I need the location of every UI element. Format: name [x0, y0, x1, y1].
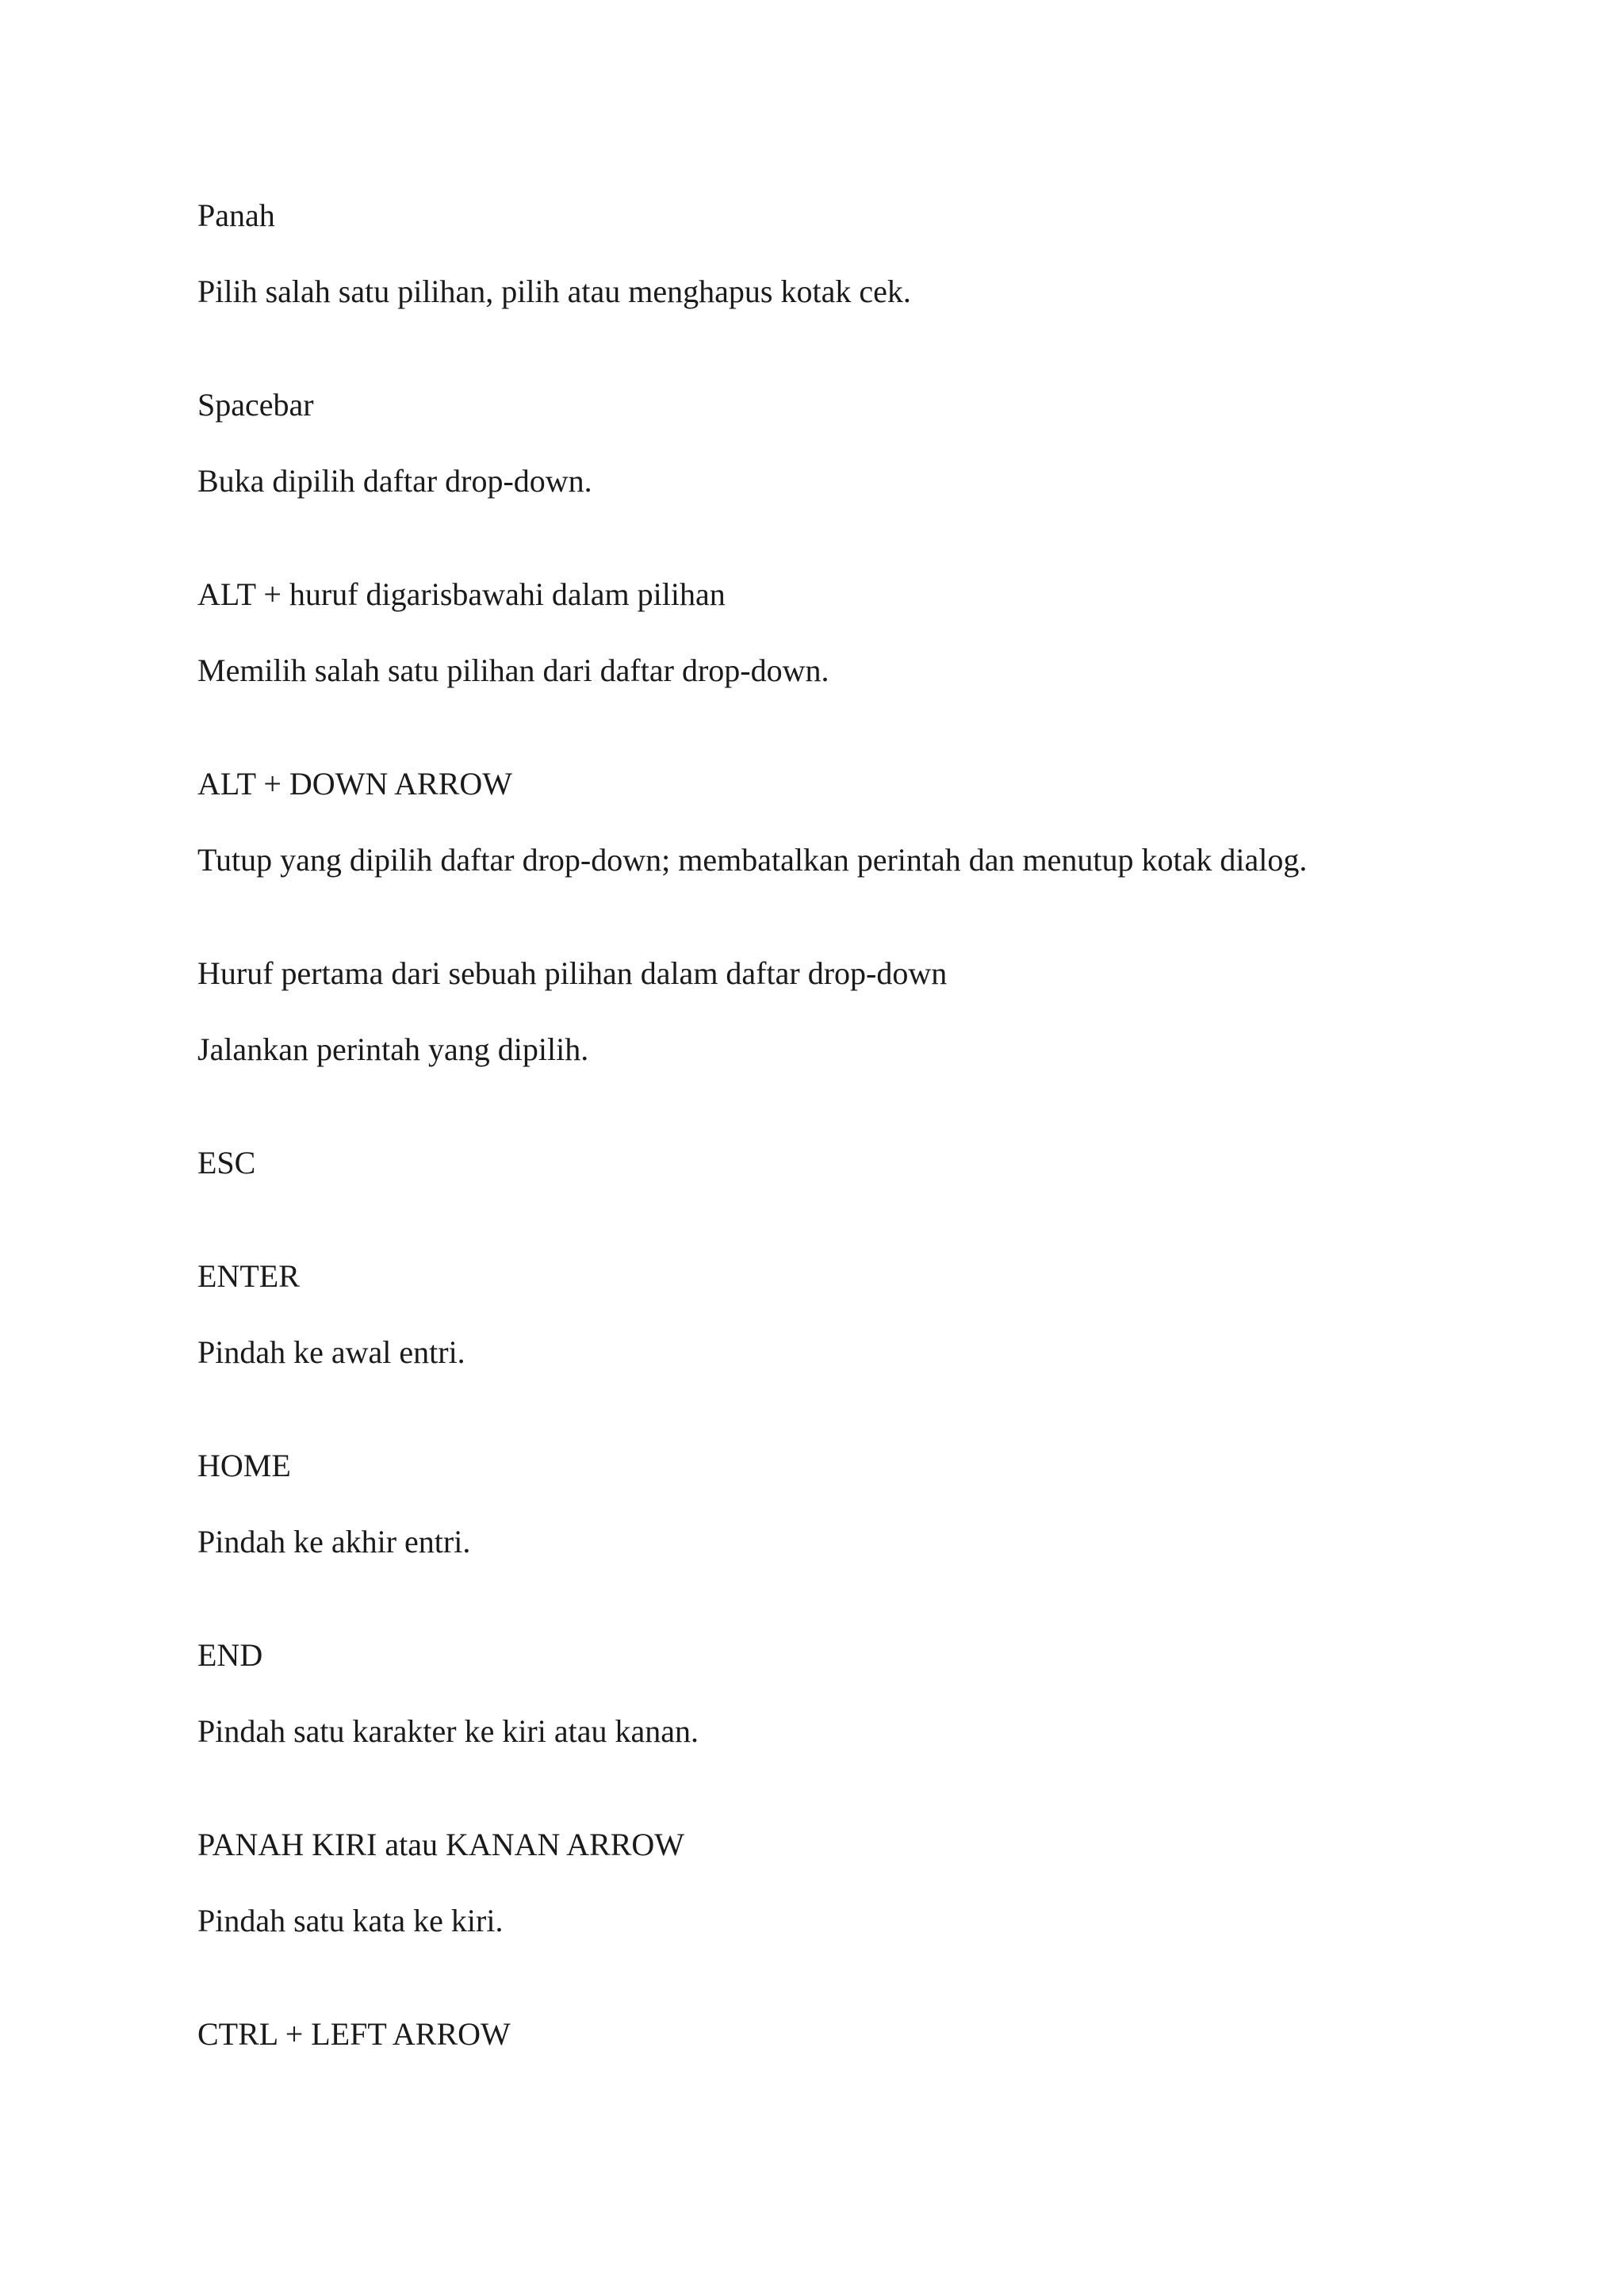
text-line: Spacebar	[197, 387, 314, 423]
text-line: Panah	[197, 197, 275, 233]
text-line: ESC	[197, 1145, 256, 1181]
text-line: Memilih salah satu pilihan dari daftar drop-down.	[197, 652, 829, 688]
text-line: Pindah satu kata ke kiri.	[197, 1903, 504, 1938]
text-line: Huruf pertama dari sebuah pilihan dalam daftar drop-down	[197, 955, 948, 991]
text-line: Jalankan perintah yang dipilih.	[197, 1031, 589, 1067]
text-line: END	[197, 1637, 263, 1673]
text-line: CTRL + LEFT ARROW	[197, 2016, 511, 2052]
text-line: Pilih salah satu pilihan, pilih atau menghapus kotak cek.	[197, 274, 911, 309]
text-line: Pindah satu karakter ke kiri atau kanan.	[197, 1713, 699, 1749]
text-line: Pindah ke awal entri.	[197, 1334, 465, 1370]
text-line: Tutup yang dipilih daftar drop-down; membatalkan perintah dan menutup kotak dialog.	[197, 842, 1308, 878]
text-line: Pindah ke akhir entri.	[197, 1524, 471, 1559]
text-line: ENTER	[197, 1258, 300, 1294]
text-line: HOME	[197, 1448, 291, 1483]
text-line: ALT + DOWN ARROW	[197, 766, 513, 802]
text-line: Buka dipilih daftar drop-down.	[197, 463, 592, 499]
text-line: ALT + huruf digarisbawahi dalam pilihan	[197, 576, 726, 612]
text-line: PANAH KIRI atau KANAN ARROW	[197, 1827, 685, 1862]
